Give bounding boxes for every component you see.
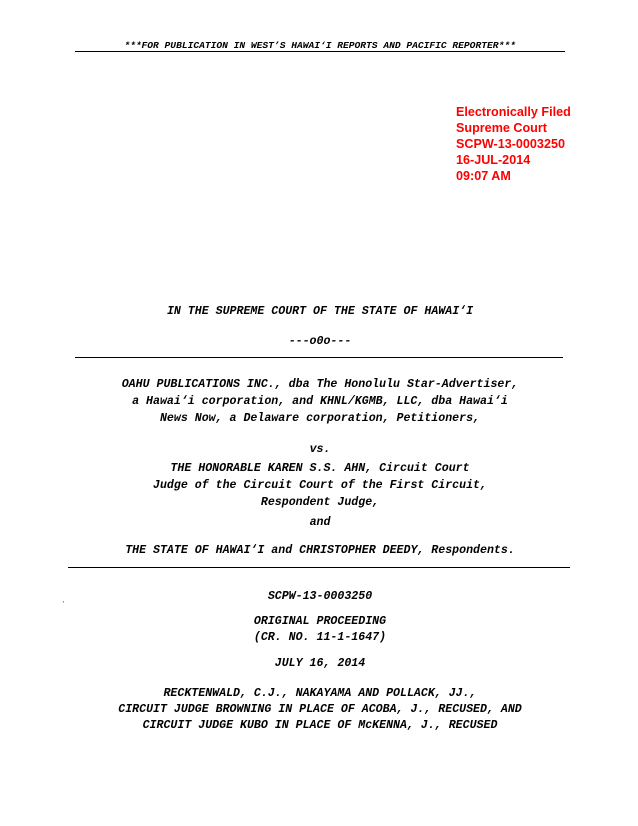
- court-name: IN THE SUPREME COURT OF THE STATE OF HAWAI‘I: [166, 305, 474, 318]
- panel-line: RECKTENWALD, C.J., NAKAYAMA AND POLLACK, JJ.,: [163, 687, 477, 700]
- scan-speck: ·: [61, 598, 66, 607]
- respondent-judge-line: Judge of the Circuit Court of the First Circuit,: [153, 479, 487, 492]
- and-conjunction: and: [309, 516, 331, 529]
- court-separator: ---o0o---: [288, 335, 352, 348]
- filing-stamp: [456, 104, 571, 184]
- decision-date: JULY 16, 2014: [274, 657, 366, 670]
- versus: vs.: [309, 443, 331, 456]
- stamp-line: 16-JUL-2014: [456, 153, 531, 167]
- petitioner-line: a Hawai‘i corporation, and KHNL/KGMB, LLC, dba Hawai‘i: [132, 395, 508, 408]
- stamp-line: Supreme Court: [456, 121, 547, 135]
- petitioner-line: OAHU PUBLICATIONS INC., dba The Honolulu Star-Advertiser,: [121, 378, 519, 391]
- criminal-number: (CR. NO. 11-1-1647): [253, 631, 387, 644]
- stamp-line: Electronically Filed: [456, 105, 571, 119]
- caption-rule-top: [75, 357, 563, 358]
- respondents-line: THE STATE OF HAWAI‘I and CHRISTOPHER DEEDY, Respondents.: [125, 544, 515, 557]
- panel-line: CIRCUIT JUDGE KUBO IN PLACE OF McKENNA, J., RECUSED: [142, 719, 498, 732]
- petitioner-line: News Now, a Delaware corporation, Petitioners,: [159, 412, 481, 425]
- stamp-line: 09:07 AM: [456, 169, 511, 183]
- respondent-judge-line: THE HONORABLE KAREN S.S. AHN, Circuit Court: [170, 462, 470, 475]
- publication-header: ***FOR PUBLICATION IN WEST’S HAWAI‘I REPORTS AND PACIFIC REPORTER***: [124, 40, 516, 51]
- proceeding-type: ORIGINAL PROCEEDING: [253, 615, 387, 628]
- stamp-line: SCPW-13-0003250: [456, 137, 565, 151]
- header-rule: [75, 51, 565, 52]
- respondent-judge-line: Respondent Judge,: [260, 496, 380, 509]
- caption-rule-bottom: [68, 567, 570, 568]
- panel-line: CIRCUIT JUDGE BROWNING IN PLACE OF ACOBA, J., RECUSED, AND: [118, 703, 522, 716]
- case-number: SCPW-13-0003250: [267, 590, 373, 603]
